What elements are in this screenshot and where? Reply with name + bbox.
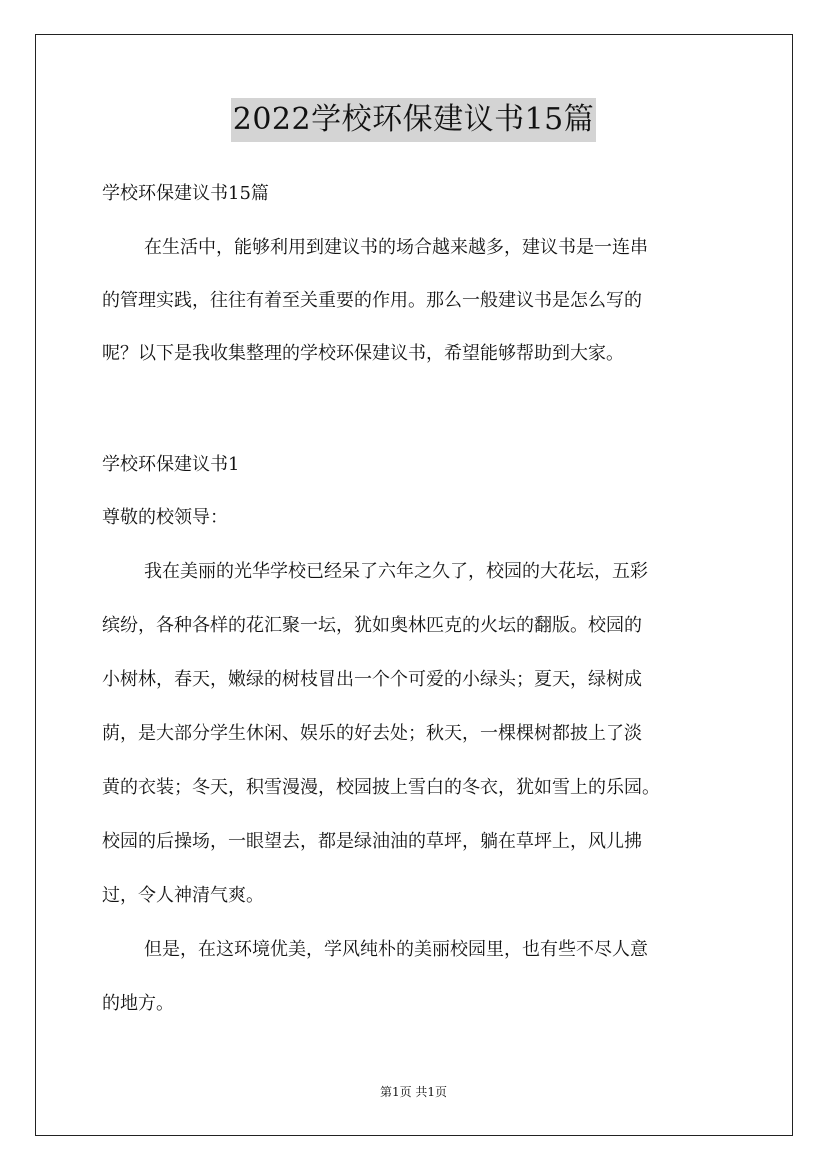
body-line-7: 过，令人神清气爽。	[102, 885, 264, 906]
salutation: 尊敬的校领导：	[102, 507, 228, 528]
body-line-1: 我在美丽的光华学校已经呆了六年之久了，校园的大花坛，五彩	[144, 561, 648, 582]
body-line-2: 缤纷，各种各样的花汇聚一坛，犹如奥林匹克的火坛的翻版。校园的	[102, 615, 642, 636]
body-line-9: 的地方。	[102, 993, 174, 1014]
title-container	[0, 98, 827, 142]
page-footer	[0, 1084, 827, 1100]
body-line-6: 校园的后操场，一眼望去，都是绿油油的草坪，躺在草坪上，风儿拂	[102, 831, 642, 852]
body-line-5: 黄的衣装；冬天，积雪漫漫，校园披上雪白的冬衣，犹如雪上的乐园。	[102, 777, 660, 798]
intro-line-1: 在生活中，能够利用到建议书的场合越来越多，建议书是一连串	[144, 237, 648, 258]
section-heading: 学校环保建议书1	[102, 454, 240, 475]
intro-line-3: 呢？以下是我收集整理的学校环保建议书，希望能够帮助到大家。	[102, 343, 624, 364]
body-line-4: 荫，是大部分学生休闲、娱乐的好去处；秋天，一棵棵树都披上了淡	[102, 723, 642, 744]
document-title: 2022学校环保建议书15篇	[231, 98, 597, 142]
page-number-label: 第1页 共1页	[379, 1085, 448, 1099]
intro-line-2: 的管理实践，往往有着至关重要的作用。那么一般建议书是怎么写的	[102, 290, 642, 311]
body-line-8: 但是，在这环境优美，学风纯朴的美丽校园里，也有些不尽人意	[144, 939, 648, 960]
document-subtitle: 学校环保建议书15篇	[102, 183, 269, 204]
body-line-3: 小树林，春天，嫩绿的树枝冒出一个个可爱的小绿头；夏天，绿树成	[102, 669, 642, 690]
